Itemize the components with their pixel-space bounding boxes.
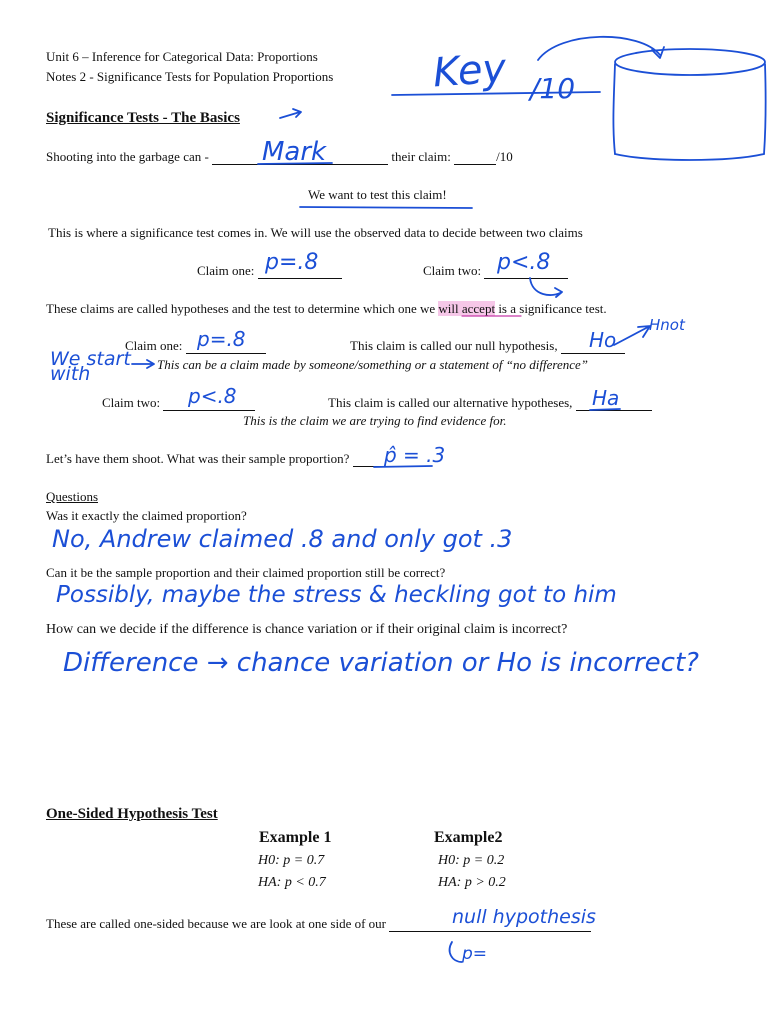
alt-symbol: Ha <box>592 386 620 410</box>
example-1-h0: H0: p = 0.7 <box>258 853 325 868</box>
questions-heading: Questions <box>46 489 98 504</box>
intro-text: This is where a significance test comes in. We will use the observed data to decide between two claims <box>48 225 583 240</box>
notes-title: Notes 2 - Significance Tests for Population Proportions <box>46 69 334 84</box>
answer-1: No, Andrew claimed .8 and only got .3 <box>52 525 513 553</box>
null-note: Hnot <box>649 316 685 334</box>
null-claim-label: Claim one: <box>125 338 183 353</box>
claim-two-value: p<.8 <box>497 250 551 275</box>
example-1-title: Example 1 <box>259 829 332 846</box>
null-desc: This claim is called our null hypothesis, <box>350 338 558 353</box>
their-claim-suffix: /10 <box>496 149 513 164</box>
null-symbol: Ho <box>589 328 617 352</box>
alt-claim-label: Claim two: <box>102 395 161 410</box>
handwritten-mark: Mark <box>262 137 327 167</box>
null-desc-row <box>350 338 625 354</box>
answer-2: Possibly, maybe the stress & heckling got to him <box>56 582 617 608</box>
null-claim-value: p=.8 <box>197 327 246 351</box>
closing-note: p= <box>462 944 488 964</box>
null-italic-note: This can be a claim made by someone/something or a statement of “no difference” <box>157 357 588 372</box>
example-1-ha: HA: p < 0.7 <box>258 875 326 890</box>
closing-arrow <box>450 942 462 962</box>
example-2-title: Example2 <box>434 829 503 846</box>
can-right-side <box>764 64 766 154</box>
key-arrow <box>538 37 660 60</box>
alt-italic-note: This is the claim we are trying to find evidence for. <box>243 413 507 428</box>
hypotheses-highlight: will accept <box>438 301 496 316</box>
handwritten-key: Key <box>431 45 508 97</box>
shooting-label: Shooting into the garbage can - <box>46 149 209 164</box>
test-claim-underline <box>300 207 472 208</box>
basics-heading: Significance Tests - The Basics <box>46 110 240 126</box>
hypotheses-pre: These claims are called hypotheses and the test to determine which one we <box>46 301 436 316</box>
handwritten-score: /10 <box>530 72 576 105</box>
key-arrowhead <box>652 47 664 58</box>
answer-3: Difference → chance variation or Ho is incorrect? <box>63 648 699 678</box>
claim-one-value: p=.8 <box>265 250 319 275</box>
question-2: Can it be the sample proportion and their claimed proportion still be correct? <box>46 565 446 580</box>
sample-question: Let’s have them shoot. What was their sample proportion? <box>46 451 350 466</box>
sample-row <box>46 451 415 467</box>
their-claim-blank <box>454 150 496 165</box>
alt-desc: This claim is called our alternative hypotheses, <box>328 395 573 410</box>
claim-two-arrow <box>530 278 562 297</box>
can-top-ellipse <box>615 49 765 75</box>
claim-two-label: Claim two: <box>423 263 482 278</box>
heading-arrow <box>280 109 301 118</box>
claim-one-label: Claim one: <box>197 263 255 278</box>
closing-text: These are called one-sided because we are look at one side of our <box>46 916 387 931</box>
example-2-ha: HA: p > 0.2 <box>438 875 506 890</box>
their-claim-label: their claim: <box>391 149 451 164</box>
one-sided-heading: One-Sided Hypothesis Test <box>46 806 218 822</box>
unit-title: Unit 6 – Inference for Categorical Data: Proportions <box>46 49 318 64</box>
question-3: How can we decide if the difference is chance variation or if their original claim is incorrect? <box>46 622 568 637</box>
can-left-side <box>613 64 615 154</box>
we-start-with: We start with <box>50 348 131 385</box>
hypotheses-text <box>46 301 607 317</box>
test-claim: We want to test this claim! <box>308 187 447 202</box>
closing-answer: null hypothesis <box>452 906 596 928</box>
alt-claim-value: p<.8 <box>188 384 237 408</box>
can-bottom <box>615 154 764 160</box>
example-2-h0: H0: p = 0.2 <box>438 853 505 868</box>
sample-answer: p̂ = .3 <box>384 443 446 467</box>
question-1: Was it exactly the claimed proportion? <box>46 508 247 523</box>
hypotheses-post: is a significance test. <box>498 301 607 316</box>
